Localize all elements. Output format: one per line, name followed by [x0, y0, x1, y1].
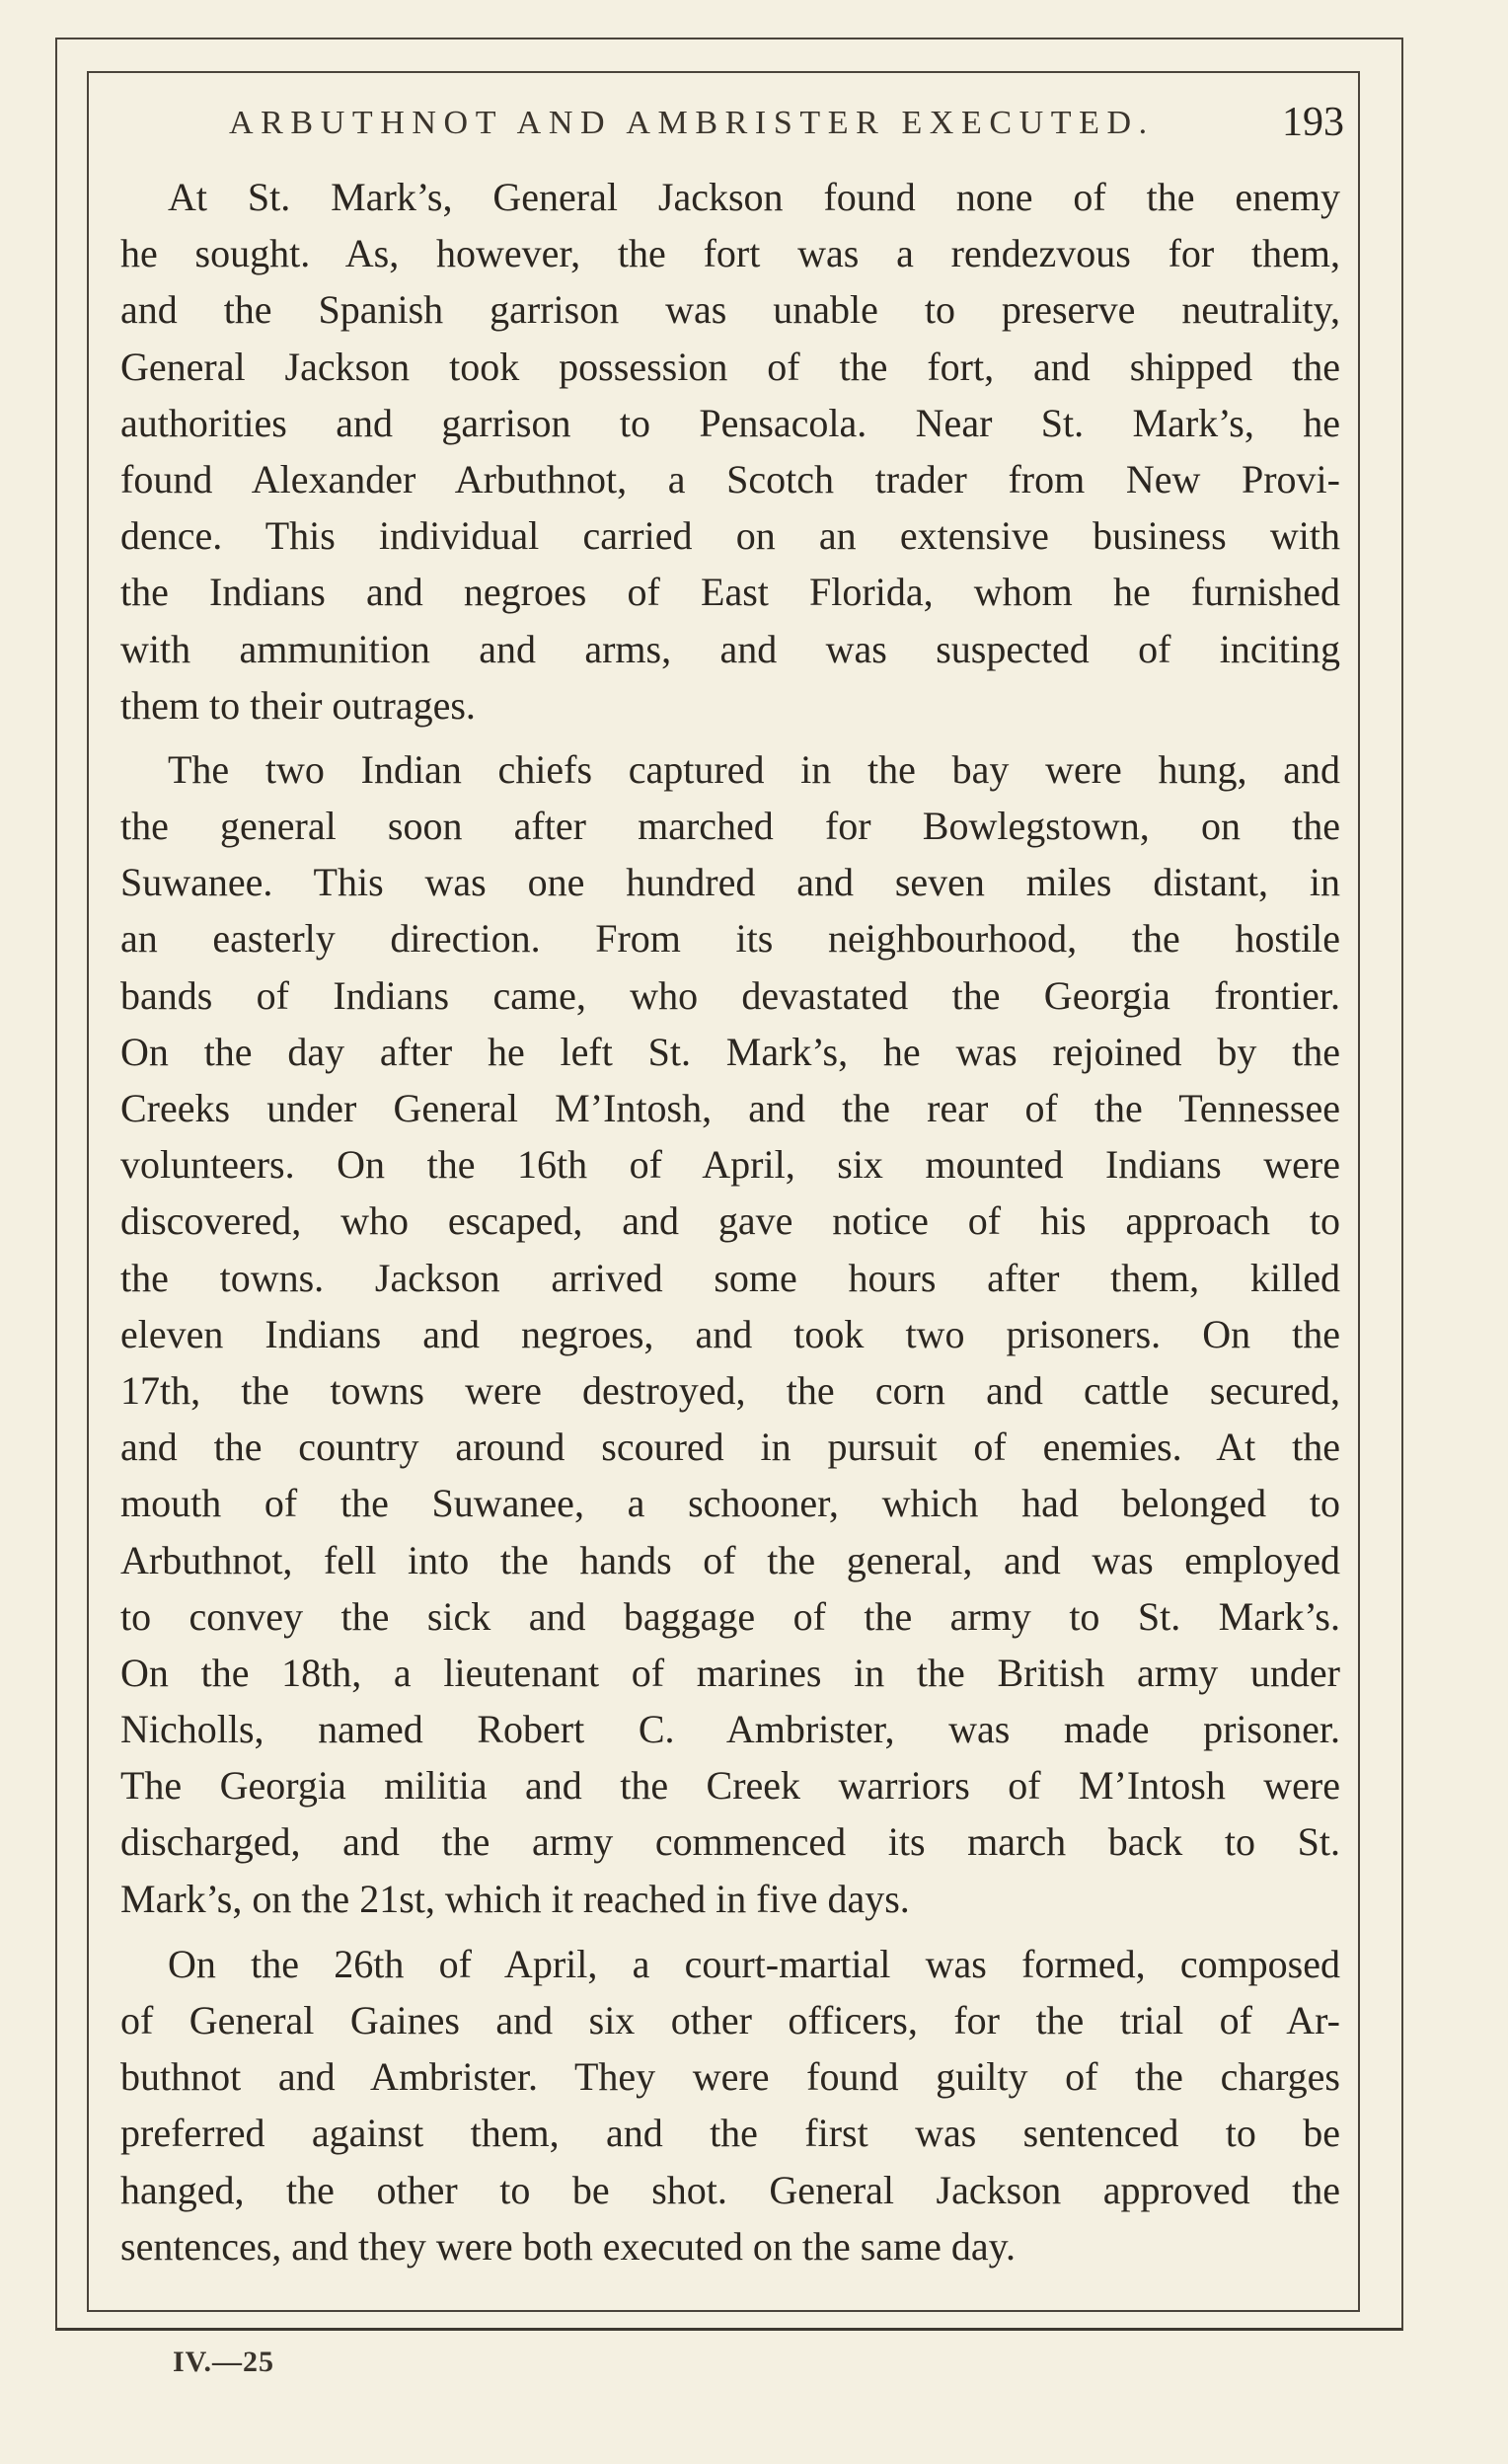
text-line: the general soon after marched for Bowlegstown, on the: [120, 804, 1340, 849]
paragraph-3: [120, 1936, 1340, 2274]
text-line: and the Spanish garrison was unable to preserve neutrality,: [120, 287, 1340, 333]
text-line: On the 26th of April, a court-martial was formed, composed: [168, 1941, 1340, 1986]
text-line: Arbuthnot, fell into the hands of the general, and was employed: [120, 1537, 1340, 1582]
text-line: he sought. As, however, the fort was a rendezvous for them,: [120, 231, 1340, 276]
text-line: Suwanee. This was one hundred and seven miles distant, in: [120, 860, 1340, 905]
body-text: [120, 169, 1340, 2274]
text-line: Mark’s, on the 21st, which it reached in five days.: [120, 1876, 910, 1921]
running-head-title: ARBUTHNOT AND AMBRISTER EXECUTED.: [229, 105, 1155, 141]
text-line: them to their outrages.: [120, 682, 476, 728]
text-line: sentences, and they were both executed on the same day.: [120, 2223, 1017, 2269]
text-line: discharged, and the army commenced its march back to St.: [120, 1819, 1340, 1865]
page-number: 193: [1282, 100, 1344, 145]
text-line: General Jackson took possession of the fort, and shipped the: [120, 344, 1340, 389]
signature-mark: IV.—25: [173, 2346, 274, 2378]
text-line: bands of Indians came, who devastated the Georgia frontier.: [120, 972, 1340, 1018]
text-line: with ammunition and arms, and was suspected of inciting: [120, 626, 1340, 671]
text-line: an easterly direction. From its neighbourhood, the hostile: [120, 916, 1340, 962]
text-line: 17th, the towns were destroyed, the corn and cattle secured,: [120, 1367, 1340, 1413]
text-line: At St. Mark’s, General Jackson found none of the enemy: [168, 175, 1340, 219]
text-line: discovered, who escaped, and gave notice of his approach to: [120, 1198, 1340, 1244]
text-line: of General Gaines and six other officers, for the trial of Ar-: [120, 1998, 1340, 2042]
text-line: On the day after he left St. Mark’s, he was rejoined by the: [120, 1029, 1340, 1074]
paragraph-1: [120, 169, 1340, 733]
text-line: the towns. Jackson arrived some hours after them, killed: [120, 1255, 1340, 1300]
text-line: Creeks under General M’Intosh, and the rear of the Tennessee: [120, 1086, 1340, 1130]
text-line: On the 18th, a lieutenant of marines in the British army under: [120, 1650, 1340, 1695]
text-line: The Georgia militia and the Creek warriors of M’Intosh were: [120, 1763, 1340, 1809]
text-line: volunteers. On the 16th of April, six mounted Indians were: [120, 1142, 1340, 1188]
text-line: hanged, the other to be shot. General Jackson approved the: [120, 2167, 1340, 2212]
text-line: The two Indian chiefs captured in the bay were hung, and: [168, 746, 1340, 792]
text-line: authorities and garrison to Pensacola. Near St. Mark’s, he: [120, 400, 1340, 445]
paragraph-2: [120, 741, 1340, 1927]
text-line: the Indians and negroes of East Florida, whom he furnished: [120, 570, 1340, 615]
text-line: preferred against them, and the first was sentenced to be: [120, 2111, 1340, 2156]
text-line: Nicholls, named Robert C. Ambrister, was made prisoner.: [120, 1707, 1340, 1752]
text-line: to convey the sick and baggage of the army to St. Mark’s.: [120, 1593, 1340, 1639]
text-line: buthnot and Ambrister. They were found guilty of the charges: [120, 2054, 1340, 2100]
text-line: mouth of the Suwanee, a schooner, which had belonged to: [120, 1481, 1340, 1526]
text-line: eleven Indians and negroes, and took two prisoners. On the: [120, 1311, 1340, 1356]
text-line: dence. This individual carried on an extensive business with: [120, 513, 1340, 559]
running-head: [229, 99, 1344, 158]
text-line: found Alexander Arbuthnot, a Scotch trader from New Provi-: [120, 456, 1340, 501]
text-line: and the country around scoured in pursuit of enemies. At the: [120, 1424, 1340, 1470]
